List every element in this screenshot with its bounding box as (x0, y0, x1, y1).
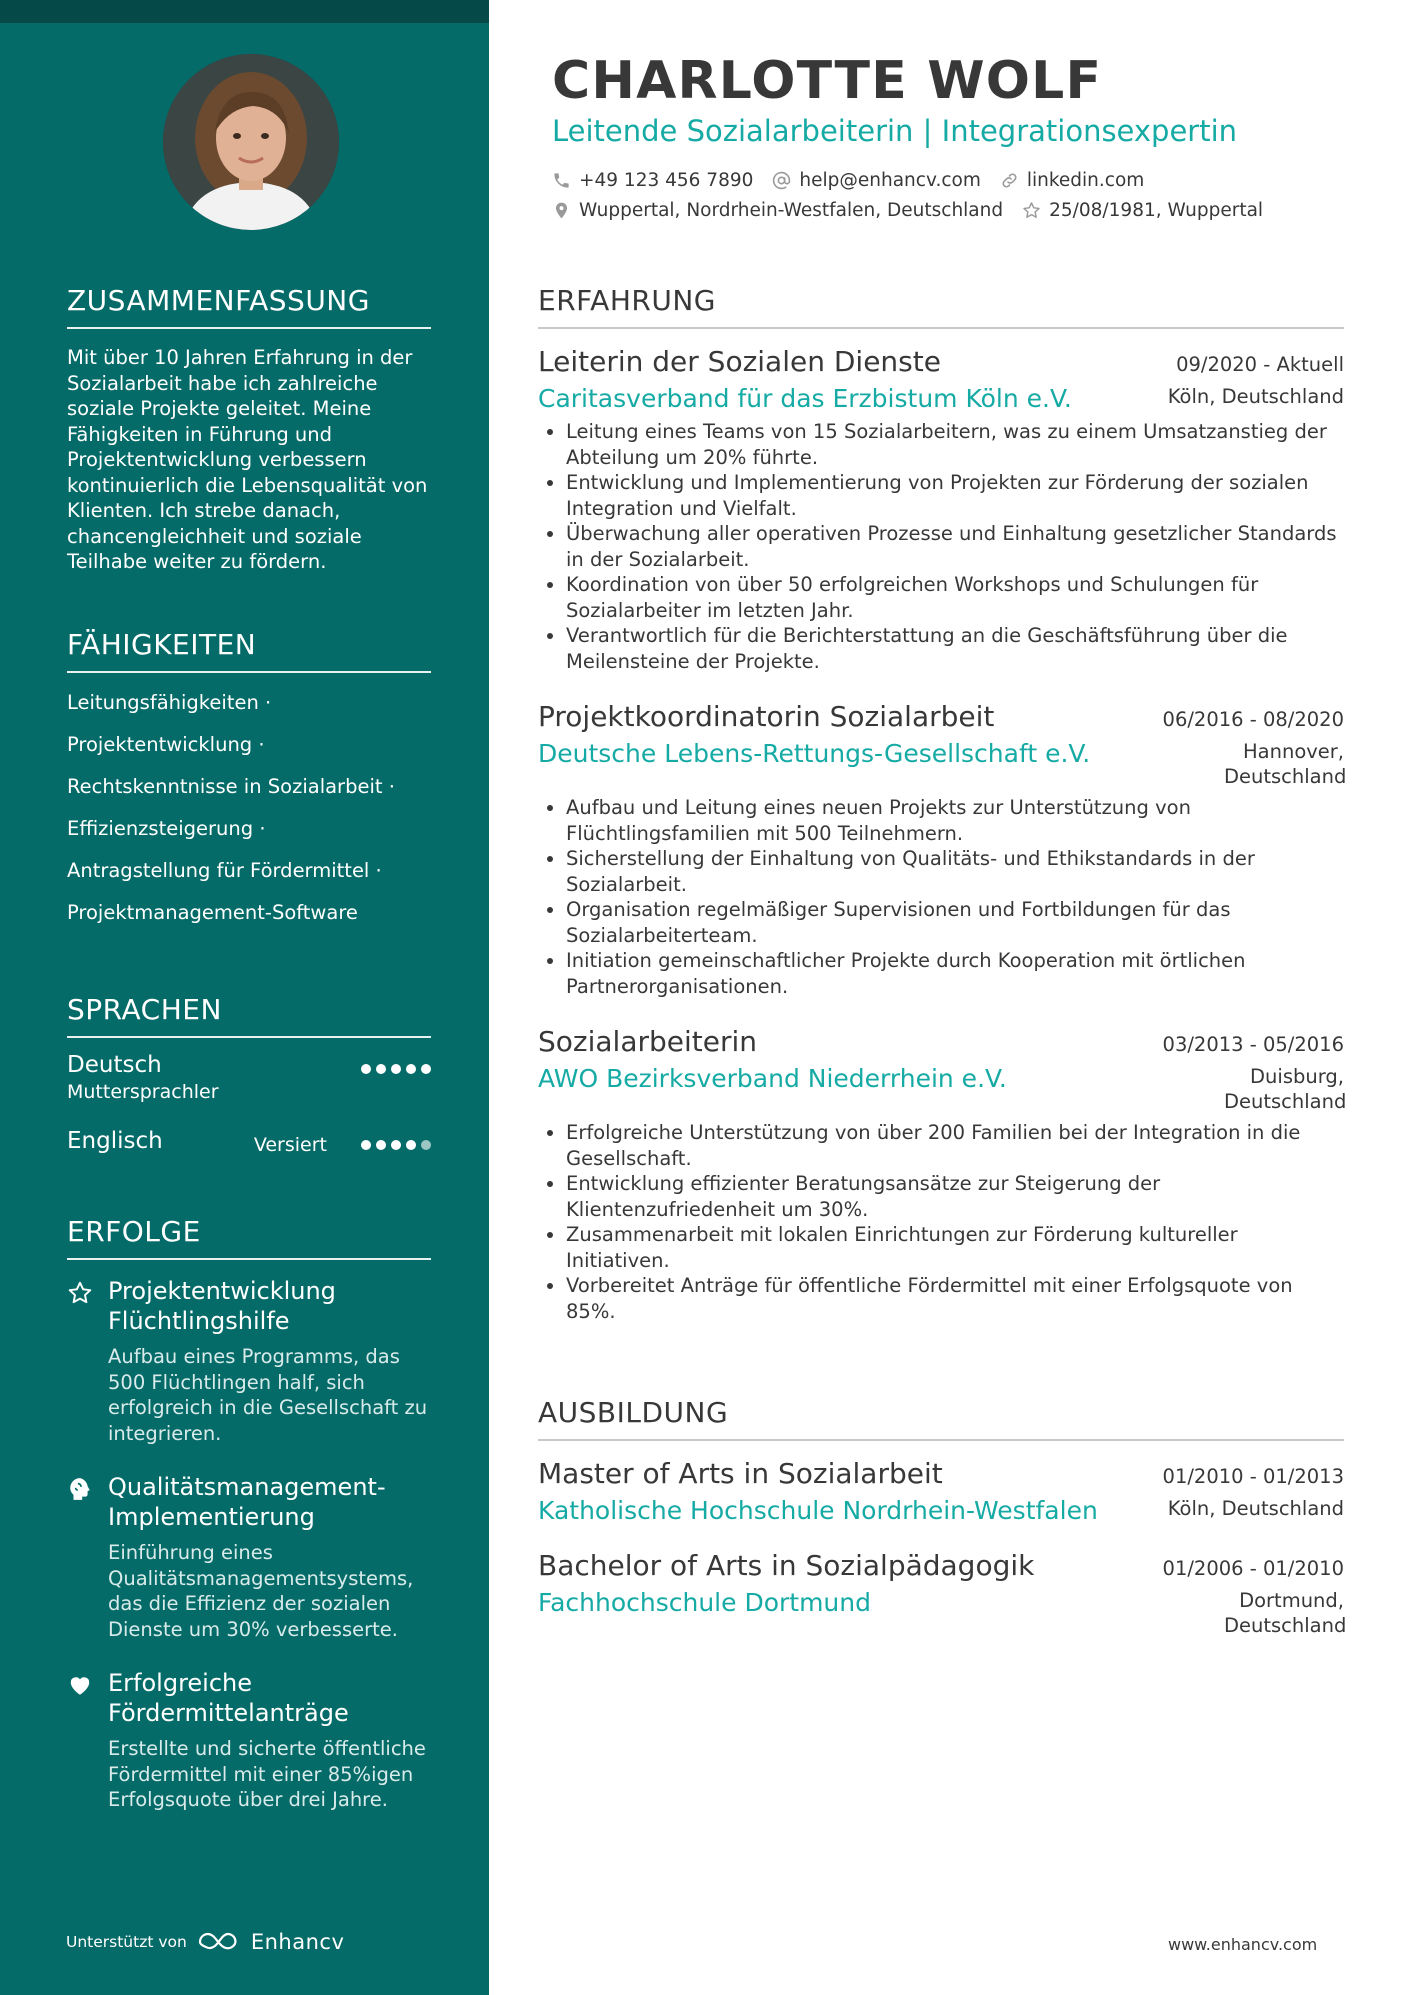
summary-text: Mit über 10 Jahren Erfahrung in der Sozialarbeit habe ich zahlreiche soziale Projekte geleitet. Meine Fähigkeiten in Führung und Projektentwicklung verbessern kontinuierlich die Lebensqualität von Klienten. Ich strebe danach, chancengleichheit und soziale Teilhabe weiter zu fördern. (67, 346, 428, 573)
contact-location (552, 200, 1003, 221)
skill-item: Rechtskenntnisse in Sozialarbeit · (67, 775, 395, 798)
bullet-item: • Aufbau und Leitung eines neuen Projekts zur Unterstützung von Flüchtlingsfamilien mit 500 Teilnehmern. (566, 795, 1344, 846)
enhancv-logo-icon (197, 1931, 241, 1953)
rating-dot (391, 1140, 401, 1150)
language-level: Versiert (253, 1134, 327, 1156)
rating-dot (406, 1140, 416, 1150)
phone-icon (552, 171, 571, 190)
education-entry (538, 1457, 1344, 1525)
powered-by-label: Unterstützt von (66, 1933, 187, 1951)
job-bullets (538, 1120, 1344, 1324)
birth-text: 25/08/1981, Wuppertal (1049, 200, 1264, 221)
achievements-section (67, 1215, 431, 1813)
rating-dot (421, 1064, 431, 1074)
language-name: Deutsch (67, 1052, 162, 1078)
education-degree: Bachelor of Arts in Sozialpädagogik (538, 1549, 1035, 1582)
sidebar-top-bar (0, 0, 489, 23)
language-name: Englisch (67, 1128, 163, 1154)
profile-photo (163, 54, 339, 230)
language-level: Muttersprachler (67, 1081, 219, 1103)
achievement-desc: Aufbau eines Programms, das 500 Flüchtlingen half, sich erfolgreich in die Gesellschaft zu integrieren. (108, 1345, 428, 1445)
job-location: Hannover, Deutschland (1224, 740, 1347, 788)
language-rating (361, 1140, 431, 1150)
bullet-item: • Leitung eines Teams von 15 Sozialarbeitern, was zu einem Umsatzanstieg der Abteilung um 20% führte. (566, 419, 1344, 470)
summary-section (67, 284, 431, 575)
achievement-title: Projektentwicklung Flüchtlingshilfe (108, 1277, 336, 1335)
bullet-item: • Koordination von über 50 erfolgreichen Workshops und Schulungen für Sozialarbeiter im letzten Jahr. (566, 572, 1344, 623)
job-entry (538, 1025, 1347, 1324)
contact-email[interactable] (772, 170, 980, 191)
education-school: Katholische Hochschule Nordrhein-Westfalen (538, 1496, 1098, 1525)
bullet-item: • Erfolgreiche Unterstützung von über 200 Familien bei der Integration in die Gesellschaft. (566, 1120, 1344, 1171)
job-role: Sozialarbeiterin (538, 1025, 758, 1058)
achievement-desc: Erstellte und sicherte öffentliche Fördermittel mit einer 85%igen Erfolgsquote über drei Jahre. (108, 1737, 426, 1811)
powered-by (66, 1930, 344, 1954)
rating-dot (376, 1140, 386, 1150)
contact-row-1 (552, 170, 1144, 191)
experience-heading: ERFAHRUNG (538, 284, 1344, 329)
achievement-item (67, 1668, 431, 1813)
job-location: Köln, Deutschland (1167, 385, 1344, 408)
achievement-title: Erfolgreiche Fördermittelanträge (108, 1669, 349, 1727)
rating-dot (361, 1064, 371, 1074)
achievement-item (67, 1276, 431, 1446)
star-icon (67, 1280, 93, 1306)
education-location: Dortmund, Deutschland (1224, 1589, 1347, 1637)
achievements-heading: ERFOLGE (67, 1215, 431, 1260)
at-icon (772, 171, 791, 190)
linkedin-text[interactable]: linkedin.com (1026, 170, 1145, 191)
skill-item: Projektentwicklung · (67, 733, 265, 756)
education-entry (538, 1549, 1347, 1638)
skills-section (67, 628, 431, 925)
rating-dot (391, 1064, 401, 1074)
job-date: 06/2016 - 08/2020 (1162, 708, 1344, 731)
skill-item: Effizienzsteigerung · (67, 817, 266, 840)
bullet-item: • Vorbereitet Anträge für öffentliche Fördermittel mit einer Erfolgsquote von 85%. (566, 1273, 1344, 1324)
rating-dot (421, 1140, 431, 1150)
star-outline-icon (1022, 201, 1041, 220)
education-location: Köln, Deutschland (1167, 1497, 1344, 1520)
candidate-title: Leitende Sozialarbeiterin | Integrationsexpertin (552, 114, 1238, 148)
education-school: Fachhochschule Dortmund (538, 1588, 871, 1617)
bullet-item: • Zusammenarbeit mit lokalen Einrichtungen zur Förderung kultureller Initiativen. (566, 1222, 1344, 1273)
candidate-name: CHARLOTTE WOLF (552, 51, 1103, 111)
languages-section (67, 993, 431, 1184)
brain-icon (67, 1476, 93, 1502)
skills-heading: FÄHIGKEITEN (67, 628, 431, 673)
achievement-title: Qualitätsmanagement-Implementierung (108, 1473, 386, 1531)
bullet-item: • Initiation gemeinschaftlicher Projekte durch Kooperation mit örtlichen Partnerorganisationen. (566, 948, 1344, 999)
job-role: Leiterin der Sozialen Dienste (538, 345, 941, 378)
contact-row-2 (552, 200, 1263, 221)
bullet-item: • Entwicklung effizienter Beratungsansätze zur Steigerung der Klientenzufriedenheit um 30%. (566, 1171, 1344, 1222)
footer-url[interactable]: www.enhancv.com (1168, 1935, 1318, 1954)
skill-item: Leitungsfähigkeiten · (67, 691, 272, 714)
location-text: Wuppertal, Nordrhein-Westfalen, Deutschland (579, 200, 1004, 221)
job-company: Caritasverband für das Erzbistum Köln e.V. (538, 384, 1072, 413)
achievement-desc: Einführung eines Qualitätsmanagementsystems, das die Effizienz der sozialen Dienste um 30% verbesserte. (108, 1541, 414, 1641)
location-pin-icon (552, 201, 571, 220)
job-bullets (538, 419, 1344, 674)
bullet-item: • Entwicklung und Implementierung von Projekten zur Förderung der sozialen Integration und Vielfalt. (566, 470, 1344, 521)
phone-text: +49 123 456 7890 (579, 170, 754, 191)
bullet-item: • Organisation regelmäßiger Supervisionen und Fortbildungen für das Sozialarbeiterteam. (566, 897, 1344, 948)
job-role: Projektkoordinatorin Sozialarbeit (538, 700, 995, 733)
education-section (538, 1396, 1347, 1638)
education-date: 01/2010 - 01/2013 (1162, 1465, 1344, 1488)
language-rating (361, 1064, 431, 1074)
achievement-item (67, 1472, 431, 1642)
job-location: Duisburg, Deutschland (1224, 1065, 1347, 1113)
job-bullets (538, 795, 1344, 999)
bullet-item: • Überwachung aller operativen Prozesse und Einhaltung gesetzlicher Standards in der Sozialarbeit. (566, 521, 1344, 572)
language-row-english (67, 1128, 431, 1184)
rating-dot (361, 1140, 371, 1150)
skill-item: Antragstellung für Fördermittel · (67, 859, 382, 882)
languages-heading: SPRACHEN (67, 993, 431, 1038)
job-entry (538, 345, 1344, 674)
link-icon (1000, 171, 1019, 190)
job-entry (538, 700, 1347, 999)
bullet-item: • Verantwortlich für die Berichterstattung an die Geschäftsführung über die Meilensteine der Projekte. (566, 623, 1344, 674)
education-heading: AUSBILDUNG (538, 1396, 1344, 1441)
job-company: AWO Bezirksverband Niederrhein e.V. (538, 1064, 1007, 1093)
contact-linkedin[interactable] (1000, 170, 1144, 191)
skill-item: Projektmanagement-Software (67, 901, 358, 924)
summary-heading: ZUSAMMENFASSUNG (67, 284, 431, 329)
bullet-item: • Sicherstellung der Einhaltung von Qualitäts- und Ethikstandards in der Sozialarbeit. (566, 846, 1344, 897)
rating-dot (406, 1064, 416, 1074)
rating-dot (376, 1064, 386, 1074)
experience-section (538, 284, 1347, 1324)
job-company: Deutsche Lebens-Rettungs-Gesellschaft e.V. (538, 739, 1091, 768)
contact-birth (1022, 200, 1263, 221)
heart-icon (67, 1672, 93, 1698)
sidebar (0, 0, 489, 1995)
education-date: 01/2006 - 01/2010 (1162, 1557, 1344, 1580)
job-date: 03/2013 - 05/2016 (1162, 1033, 1344, 1056)
education-degree: Master of Arts in Sozialarbeit (538, 1457, 943, 1490)
powered-by-brand: Enhancv (250, 1930, 345, 1954)
language-row-german (67, 1052, 431, 1108)
job-date: 09/2020 - Aktuell (1176, 353, 1344, 376)
email-text[interactable]: help@enhancv.com (799, 170, 981, 191)
contact-phone (552, 170, 753, 191)
